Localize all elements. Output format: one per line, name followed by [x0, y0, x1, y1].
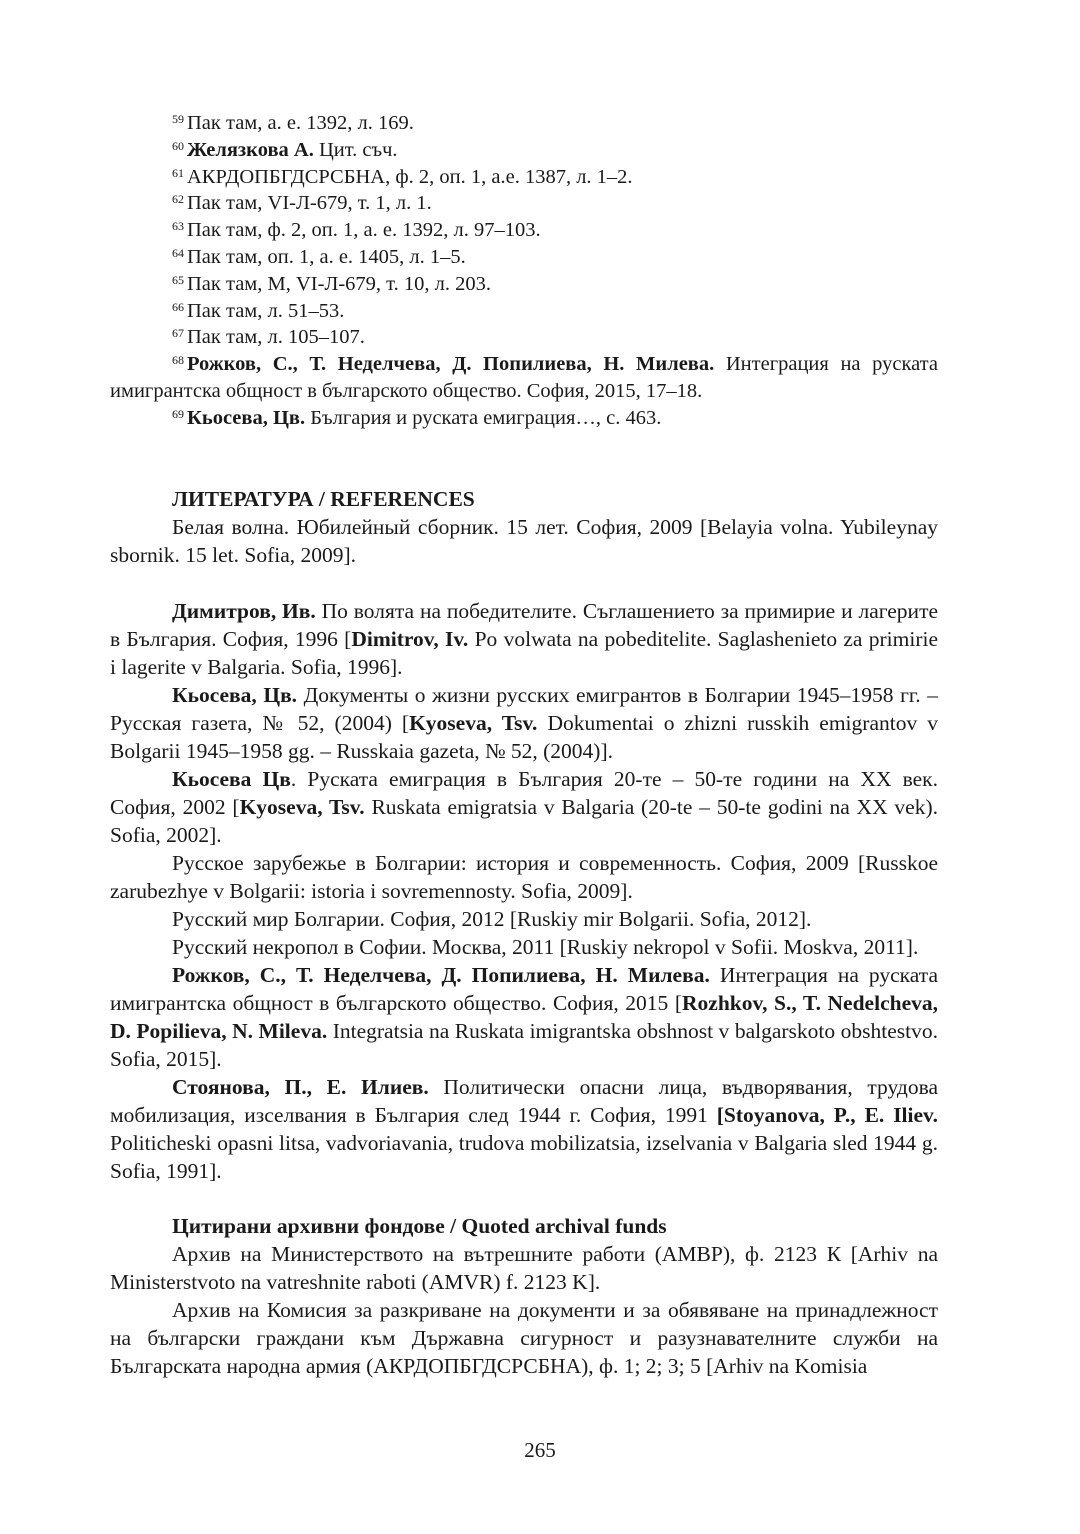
footnote-number: 67: [172, 326, 184, 341]
archives-heading: Цитирани архивни фондове / Quoted archival funds: [172, 1213, 667, 1238]
references-heading: ЛИТЕРАТУРА / REFERENCES: [172, 486, 475, 511]
reference-author-latin: [Stoyanova, P., E. Iliev.: [716, 1102, 938, 1127]
reference-entry: Рожков, С., Т. Неделчева, Д. Попилиева, Н. Милева. Интеграция на руската имигрантска общност в българското общество. София, 2015 [Rozhkov, S., T. Nedelcheva, D. Popilieva, N. Mileva. Integratsia na Ruskata imigrantska obshnost v balgarskoto obshtestvo. Sofia, 2015].: [110, 962, 939, 1071]
reference-author: Кьосева Цв: [172, 766, 291, 791]
footnote: $^{64}$ Пак там, оп. 1, а. е. 1405, л. 1–5.: [172, 245, 466, 268]
reference-entry: Кьосева, Цв. Документы о жизни русских емигрантов в Болгарии 1945–1958 гг. – Русская газета, № 52, (2004) [Kyoseva, Tsv. Dokumentai o zhizni russkih emigrantov v Bolgarii 1945–1958 gg. – Russkaia gazeta, № 52, (2004)].: [110, 682, 938, 763]
reference-author-latin: Kyoseva, Tsv.: [409, 710, 538, 735]
reference-entry: Стоянова, П., Е. Илиев. Политически опасни лица, въдворявания, трудова мобилизация, изселвания в България след 1944 г. София, 1991 [Stoyanova, P., E. Iliev. Politicheski opasni litsa, vadvoriavania, trudova mobilizatsia, izselvania v Balgaria sled 1944 g. Sofia, 1991].: [110, 1074, 938, 1183]
footnote-number: 60: [172, 138, 184, 153]
footnote-author: Кьосева, Цв.: [187, 406, 306, 429]
footnote: $^{68}$ Рожков, С., Т. Неделчева, Д. Попилиева, Н. Милева. Интеграция на руската имигрантска общност в българското общество. София, 2015, 17–18.: [110, 353, 938, 402]
footnote-number: 61: [172, 165, 184, 180]
archive-entry: Архив на Комисия за разкриване на документи и за обявяване на принадлежност на български граждани към Държавна сигурност и разузнавателните служби на Българската народна армия (АКРДОПБГДСРСБНА), ф. 1; 2; 3; 5 [Arhiv na Komisia: [110, 1297, 938, 1378]
page-body: [110, 110, 938, 1380]
footnote: $^{63}$ Пак там, ф. 2, оп. 1, а. е. 1392, л. 97–103.: [172, 219, 541, 242]
reference-author: Димитров, Ив.: [172, 598, 316, 623]
page-number: 265: [524, 1438, 556, 1462]
reference-author-latin: Dimitrov, Iv.: [351, 626, 469, 651]
footnote-number: 64: [172, 245, 184, 260]
footnotes: [110, 110, 938, 432]
footnote-number: 65: [172, 272, 184, 287]
footnote-author: Желязкова А.: [187, 138, 314, 161]
reference-entry: Русский мир Болгарии. София, 2012 [Ruskiy mir Bolgarii. Sofia, 2012].: [172, 906, 812, 931]
footnote-number: 63: [172, 219, 184, 234]
references-section: [110, 485, 938, 1380]
footnote: $^{65}$ Пак там, М, VI-Л-679, т. 10, л. 203.: [172, 272, 491, 295]
reference-author: Рожков, С., Т. Неделчева, Д. Попилиева, Н. Милева.: [172, 962, 710, 987]
footnote: $^{69}$ Кьосева, Цв. България и руската емиграция…, с. 463.: [172, 406, 662, 429]
footnote: $^{61}$ АКРДОПБГДСРСБНА, ф. 2, оп. 1, а.е. 1387, л. 1–2.: [172, 165, 633, 188]
footnote: $^{59}$ Пак там, а. е. 1392, л. 169.: [172, 112, 414, 134]
footnote-author: Рожков, С., Т. Неделчева, Д. Попилиева, Н. Милева.: [187, 353, 715, 376]
footnote: $^{62}$ Пак там, VI-Л-679, т. 1, л. 1.: [172, 192, 432, 215]
reference-author-latin: Kyoseva, Tsv.: [239, 794, 365, 819]
footnote-number: 66: [172, 299, 184, 314]
archive-entry: Архив на Министерството на вътрешните работи (АМВР), ф. 2123 К [Arhiv na Ministerstvoto na vatreshnite raboti (AMVR) f. 2123 K].: [110, 1241, 938, 1294]
footnote-number: 69: [172, 406, 184, 421]
reference-author: Стоянова, П., Е. Илиев.: [172, 1074, 429, 1099]
footnote-number: 68: [172, 353, 184, 368]
footnote: $^{67}$ Пак там, л. 105–107.: [172, 326, 365, 349]
reference-entry: Димитров, Ив. По волята на победителите. Съглашението за примирие и лагерите в България. София, 1996 [Dimitrov, Iv. Po volwata na pobeditelite. Saglashenieto za primirie i lagerite v Balgaria. Sofia, 1996].: [110, 598, 939, 679]
footnote: $^{66}$ Пак там, л. 51–53.: [172, 299, 345, 322]
footnote-number: 62: [172, 192, 184, 207]
footnote: $^{60}$ Желязкова А. Цит. съч.: [172, 138, 398, 161]
reference-author: Кьосева, Цв.: [172, 682, 298, 707]
reference-entry: Кьосева Цв. Руската емиграция в България 20-те – 50-те години на ХХ век. София, 2002 [Kyoseva, Tsv. Ruskata emigratsia v Balgaria (20-te – 50-te godini na XX vek). Sofia, 2002].: [110, 766, 938, 847]
footnote-number: 59: [172, 112, 184, 126]
reference-entry: Русское зарубежье в Болгарии: история и современность. София, 2009 [Russkoe zarubezhye v Bolgarii: istoria i sovremennosty. Sofia, 2009].: [110, 850, 938, 903]
reference-author-latin: Rozhkov, S., T. Nedelcheva, D. Popilieva, N. Mileva.: [110, 990, 938, 1043]
reference-entry: Белая волна. Юбилейный сборник. 15 лет. София, 2009 [Belayia volna. Yubileynay sbornik. 15 let. Sofia, 2009].: [110, 514, 938, 567]
reference-entry: Русский некропол в Софии. Москва, 2011 [Ruskiy nekropol v Sofii. Moskva, 2011].: [172, 934, 919, 959]
